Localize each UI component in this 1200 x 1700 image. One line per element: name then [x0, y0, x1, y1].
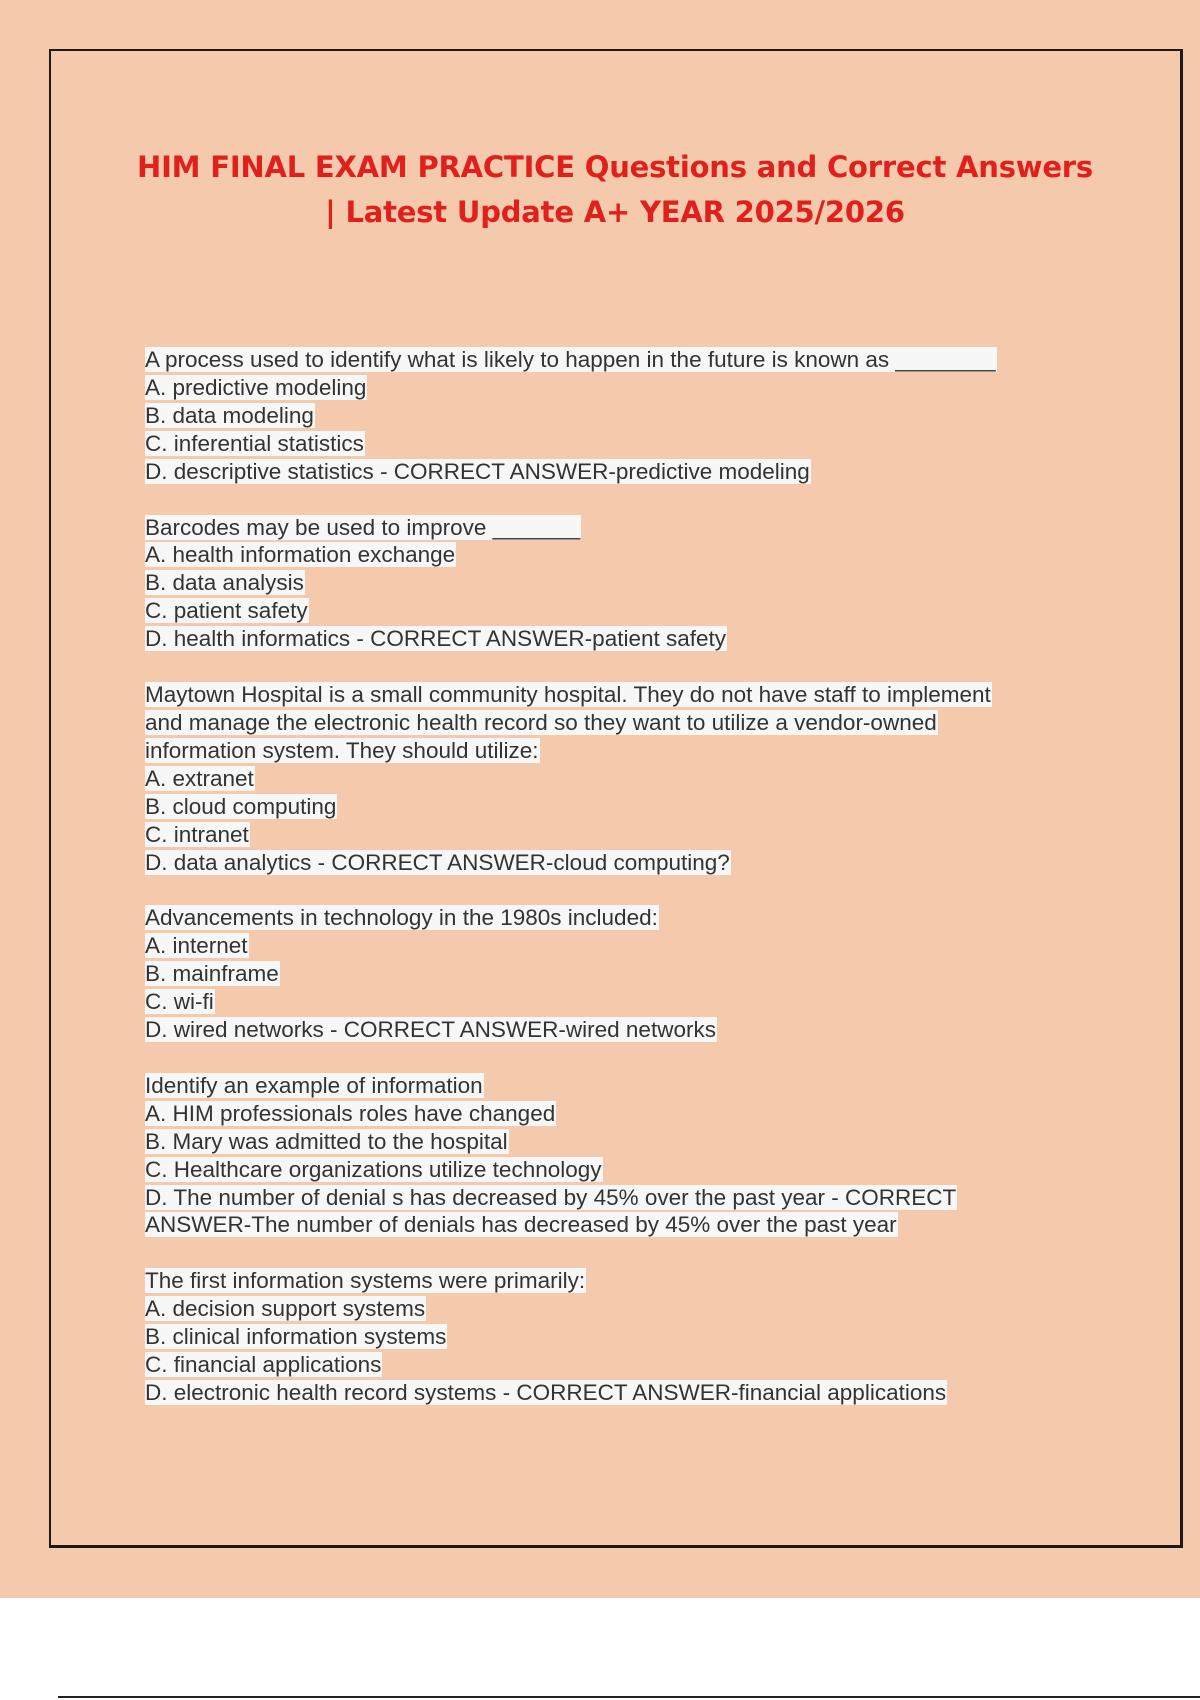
question-block [145, 1267, 1075, 1407]
highlighted-text: B. cloud computing [145, 793, 337, 819]
document-title-line-1: HIM FINAL EXAM PRACTICE Questions and Correct Answers [137, 150, 1093, 184]
highlighted-text: C. intranet [145, 821, 249, 847]
question-line [145, 374, 1075, 402]
question-line [145, 1323, 1075, 1351]
question-line [145, 960, 1075, 988]
question-line [145, 541, 1075, 569]
question-line [145, 1184, 1075, 1212]
highlighted-text: C. Healthcare organizations utilize technology [145, 1156, 602, 1182]
question-text-line [145, 514, 1075, 542]
question-line [145, 1128, 1075, 1156]
highlighted-text: C. wi-fi [145, 989, 214, 1015]
document-title [100, 145, 1130, 235]
highlighted-text: C. patient safety [145, 598, 308, 624]
highlighted-text: D. wired networks - CORRECT ANSWER-wired networks [145, 1017, 716, 1043]
question-line [145, 737, 1075, 765]
question-line [145, 793, 1075, 821]
highlighted-text: C. financial applications [145, 1352, 382, 1378]
question-line [145, 821, 1075, 849]
highlighted-text: D. electronic health record systems - CORRECT ANSWER-financial applications [145, 1380, 947, 1405]
highlighted-text: A. decision support systems [145, 1296, 426, 1322]
highlighted-text: D. data analytics - CORRECT ANSWER-cloud computing? [145, 849, 730, 875]
footer-divider [58, 1696, 1200, 1698]
highlighted-text: D. health informatics - CORRECT ANSWER-patient safety [145, 626, 727, 652]
highlighted-text: Maytown Hospital is a small community hospital. They do not have staff to implement [145, 682, 991, 708]
question-line [145, 1100, 1075, 1128]
highlighted-text: Advancements in technology in the 1980s included: [145, 905, 658, 931]
question-text-line [145, 904, 1075, 932]
question-line [145, 1351, 1075, 1379]
question-line [145, 1295, 1075, 1323]
question-line [145, 1016, 1075, 1044]
highlighted-text: A process used to identify what is likely to happen in the future is known as ________ [145, 347, 996, 372]
highlighted-text: B. Mary was admitted to the hospital [145, 1128, 508, 1154]
highlighted-text: Barcodes may be used to improve _______ [145, 514, 581, 540]
question-line [145, 625, 1075, 653]
highlighted-text: A. HIM professionals roles have changed [145, 1100, 556, 1126]
question-line [145, 1211, 1075, 1239]
question-block [145, 681, 1075, 876]
question-line [145, 849, 1075, 877]
question-block [145, 514, 1075, 654]
highlighted-text: information system. They should utilize: [145, 737, 539, 763]
question-text-line [145, 1072, 1075, 1100]
question-line [145, 458, 1075, 486]
highlighted-text: and manage the electronic health record so they want to utilize a vendor-owned [145, 709, 937, 735]
highlighted-text: B. data analysis [145, 570, 304, 596]
highlighted-text: ANSWER-The number of denials has decreased by 45% over the past year [145, 1212, 897, 1238]
question-line [145, 765, 1075, 793]
question-text-line [145, 1267, 1075, 1295]
highlighted-text: C. inferential statistics [145, 430, 364, 456]
question-block [145, 346, 1075, 486]
question-line [145, 430, 1075, 458]
question-line [145, 988, 1075, 1016]
question-line [145, 569, 1075, 597]
question-text-line [145, 346, 1075, 374]
highlighted-text: Identify an example of information [145, 1072, 483, 1098]
question-block [145, 1072, 1075, 1239]
question-line [145, 709, 1075, 737]
highlighted-text: B. clinical information systems [145, 1324, 447, 1350]
question-line [145, 1379, 1075, 1407]
highlighted-text: A. health information exchange [145, 542, 456, 568]
highlighted-text: D. The number of denial s has decreased by 45% over the past year - CORRECT [145, 1184, 957, 1210]
highlighted-text: The first information systems were primarily: [145, 1268, 586, 1294]
question-line [145, 932, 1075, 960]
question-text-line [145, 681, 1075, 709]
highlighted-text: A. extranet [145, 765, 254, 791]
question-list [145, 346, 1075, 1435]
highlighted-text: B. mainframe [145, 961, 279, 987]
question-line [145, 402, 1075, 430]
question-block [145, 904, 1075, 1044]
question-line [145, 1156, 1075, 1184]
highlighted-text: A. predictive modeling [145, 374, 367, 400]
highlighted-text: D. descriptive statistics - CORRECT ANSWER-predictive modeling [145, 458, 810, 484]
document-title-line-2: | Latest Update A+ YEAR 2025/2026 [325, 195, 905, 229]
question-line [145, 597, 1075, 625]
highlighted-text: A. internet [145, 933, 248, 959]
highlighted-text: B. data modeling [145, 402, 314, 428]
